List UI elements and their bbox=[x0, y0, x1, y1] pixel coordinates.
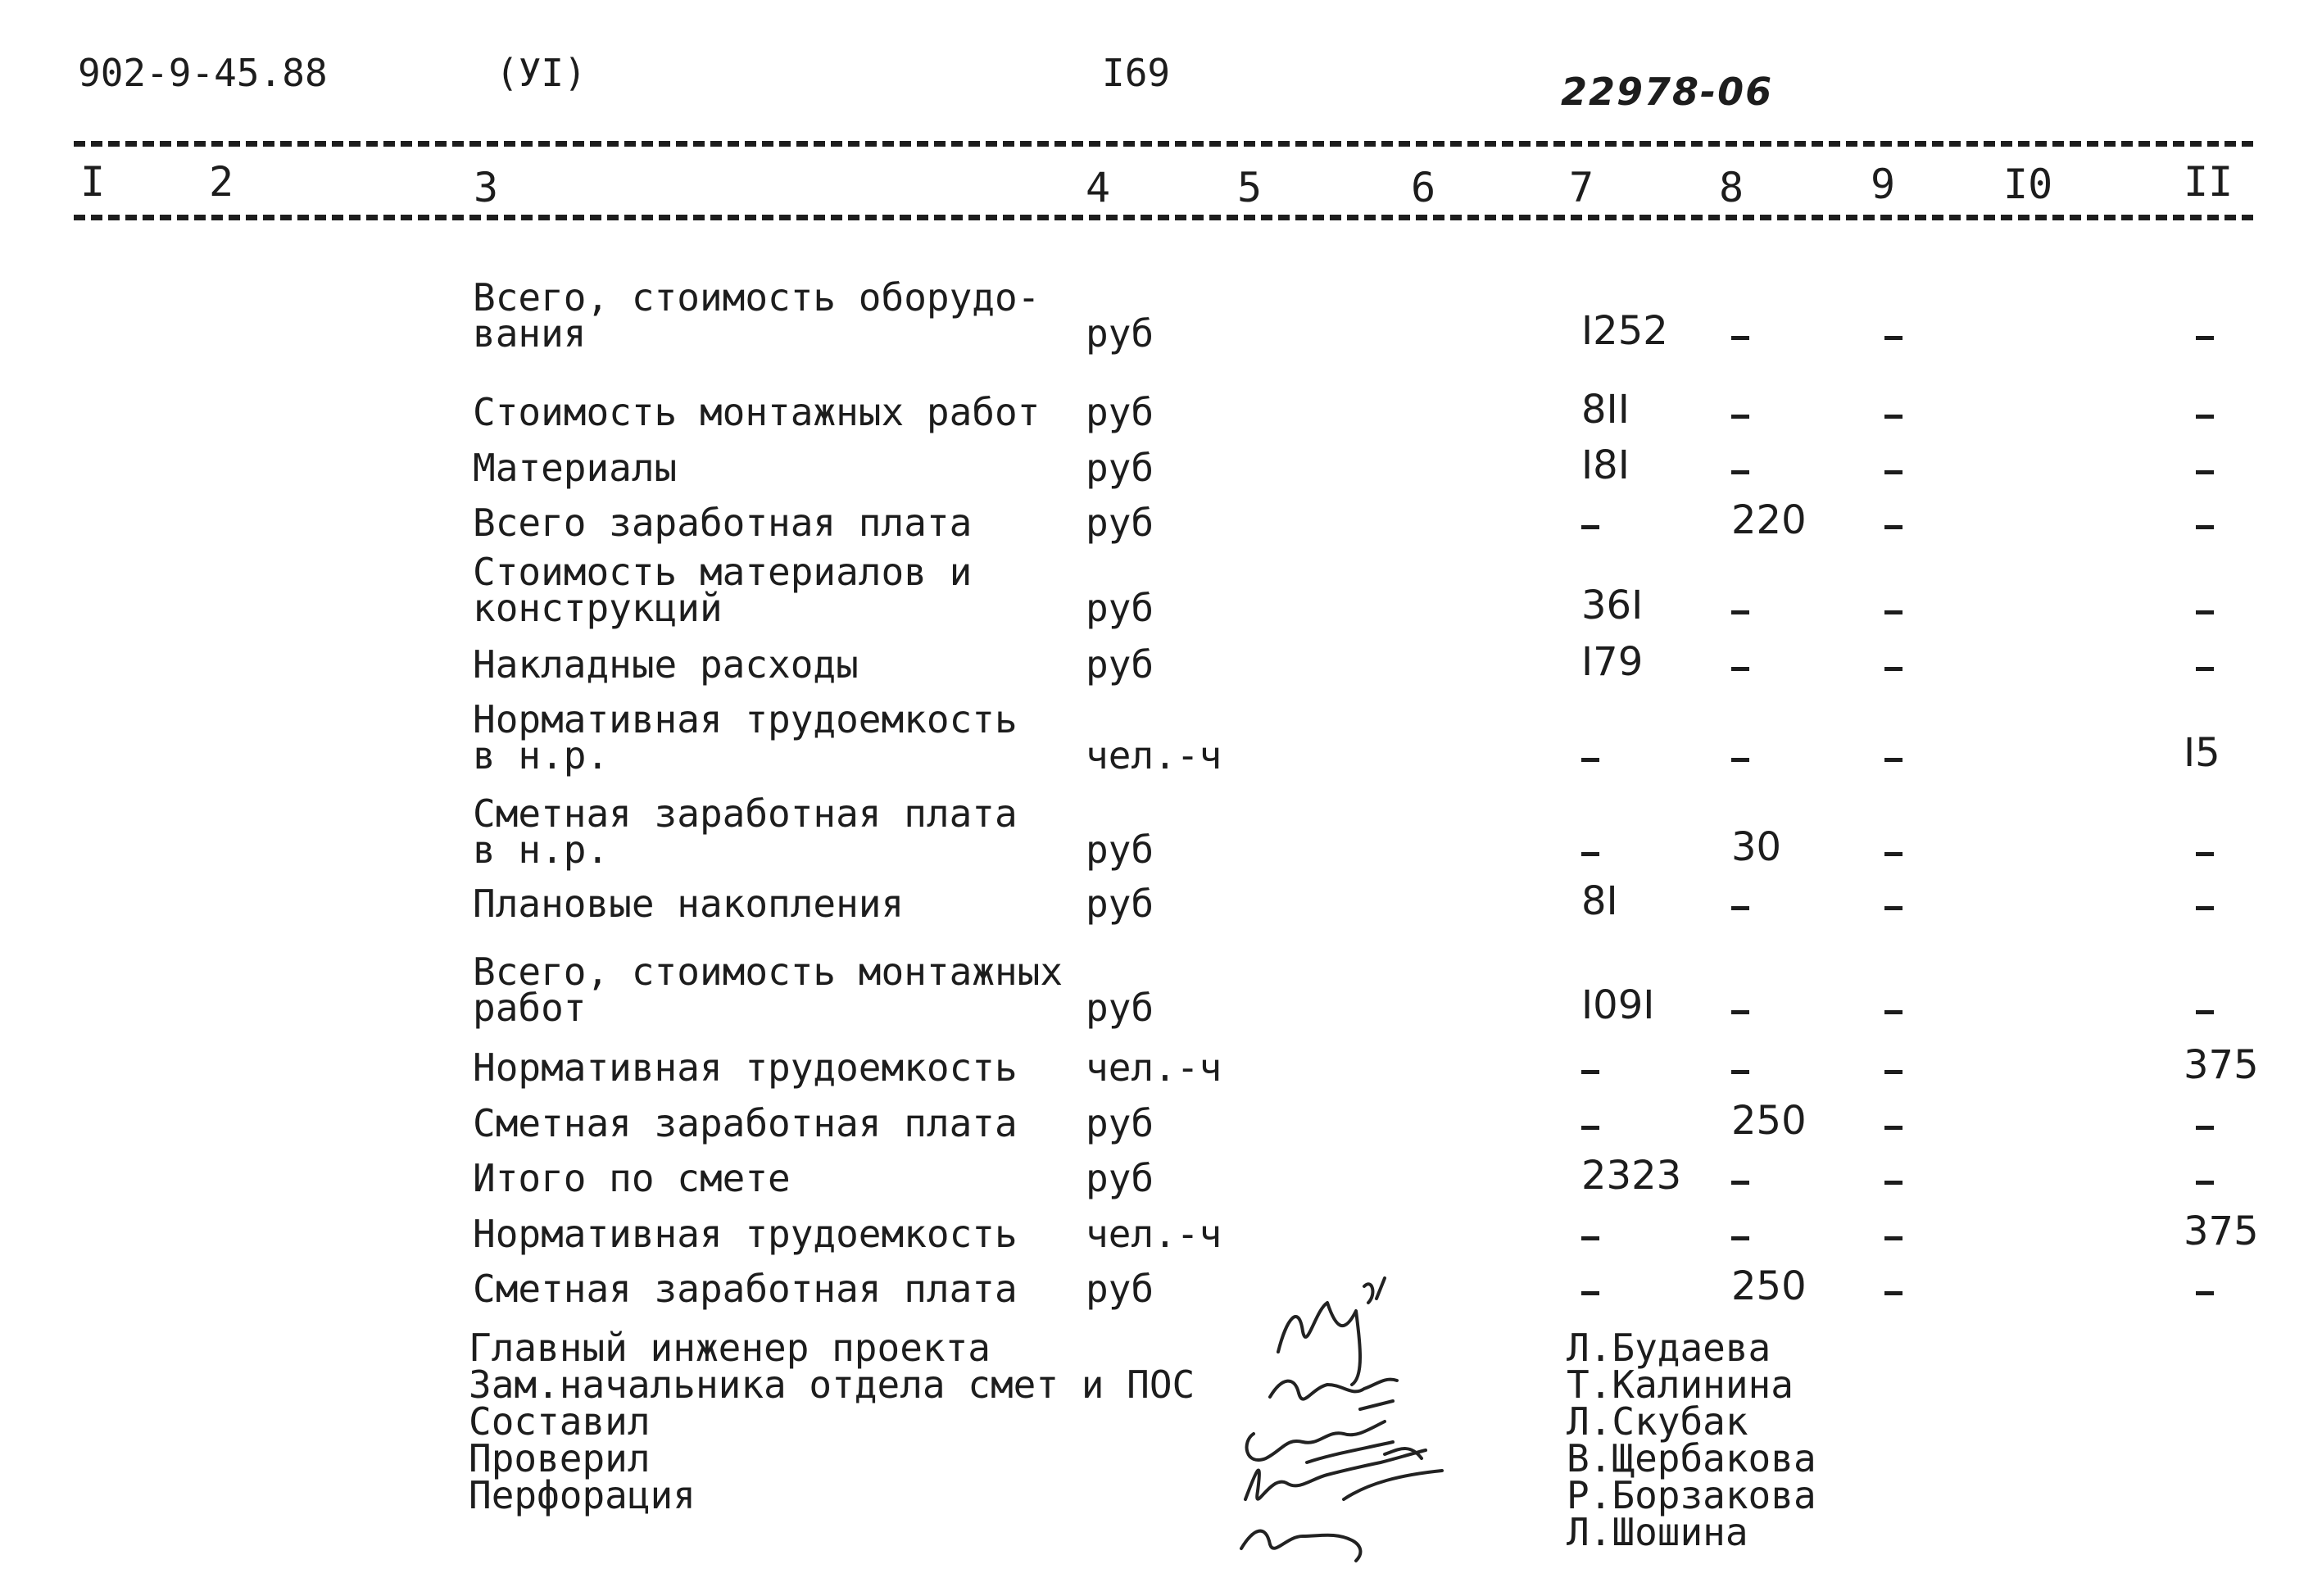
dash-mark bbox=[1731, 415, 1749, 419]
dash-mark bbox=[2196, 1126, 2214, 1130]
row-value-c7: 8I bbox=[1581, 878, 1618, 924]
dash-mark bbox=[2196, 852, 2214, 856]
signature-role-5: Перфорация bbox=[469, 1473, 696, 1517]
row-label: Стоимость материалов и bbox=[473, 550, 973, 594]
column-header-7: 7 bbox=[1569, 164, 1594, 211]
column-header-3: 3 bbox=[474, 164, 499, 211]
dash-mark bbox=[1884, 852, 1902, 856]
row-unit: чел.-ч bbox=[1086, 1045, 1222, 1090]
row-label: Нормативная трудоемкость bbox=[473, 1045, 1018, 1090]
row-label-continued: в н.р. bbox=[473, 733, 610, 778]
column-header-8: 8 bbox=[1719, 164, 1744, 211]
row-label: Стоимость монтажных работ bbox=[473, 390, 1041, 434]
row-unit: руб bbox=[1086, 642, 1154, 687]
dash-mark bbox=[1884, 1126, 1902, 1130]
row-value-c7: I79 bbox=[1581, 639, 1644, 685]
signatory-name-2: Т.Калинина bbox=[1567, 1362, 1794, 1407]
dash-mark bbox=[1581, 1236, 1599, 1240]
signatory-name-5: Р.Борзакова bbox=[1567, 1473, 1816, 1517]
row-value-c8: 250 bbox=[1731, 1098, 1807, 1144]
column-header-9: 9 bbox=[1871, 161, 1896, 208]
row-unit: руб bbox=[1086, 827, 1154, 872]
row-unit: руб bbox=[1086, 1156, 1154, 1200]
dash-mark bbox=[2196, 470, 2214, 474]
dash-mark bbox=[1581, 1291, 1599, 1295]
dash-mark bbox=[1581, 525, 1599, 529]
row-unit: руб bbox=[1086, 446, 1154, 490]
column-header-5: 5 bbox=[1237, 164, 1263, 211]
dash-mark bbox=[1581, 852, 1599, 856]
header-top-rule bbox=[74, 141, 2253, 147]
column-header-11: II bbox=[2184, 158, 2234, 206]
dash-mark bbox=[1884, 415, 1902, 419]
row-label: Материалы bbox=[473, 446, 678, 490]
dash-mark bbox=[1884, 1181, 1902, 1185]
row-label: Нормативная трудоемкость bbox=[473, 1212, 1018, 1256]
dash-mark bbox=[1884, 1070, 1902, 1074]
row-label-continued: конструкций bbox=[473, 586, 723, 630]
archive-code: 22978-06 bbox=[1561, 70, 1774, 114]
row-label: Сметная заработная плата bbox=[473, 791, 1018, 836]
column-header-6: 6 bbox=[1411, 164, 1436, 211]
row-label: Нормативная трудоемкость bbox=[473, 697, 1018, 741]
signatory-name-3: Л.Скубак bbox=[1567, 1399, 1748, 1444]
dash-mark bbox=[1884, 906, 1902, 910]
page-number: I69 bbox=[1102, 51, 1171, 95]
dash-mark bbox=[1581, 758, 1599, 762]
dash-mark bbox=[1731, 470, 1749, 474]
row-label-continued: вания bbox=[473, 311, 587, 356]
dash-mark bbox=[2196, 415, 2214, 419]
row-label: Сметная заработная плата bbox=[473, 1267, 1018, 1311]
dash-mark bbox=[1731, 1181, 1749, 1185]
dash-mark bbox=[1884, 336, 1902, 340]
dash-mark bbox=[1884, 525, 1902, 529]
column-header-1: I bbox=[80, 158, 106, 206]
dash-mark bbox=[1581, 1070, 1599, 1074]
row-value-c8: 30 bbox=[1731, 824, 1782, 870]
row-value-c7: 2323 bbox=[1581, 1153, 1682, 1199]
row-unit: руб bbox=[1086, 501, 1154, 545]
signatory-name-1: Л.Будаева bbox=[1567, 1326, 1771, 1370]
dash-mark bbox=[1731, 667, 1749, 671]
column-header-4: 4 bbox=[1086, 164, 1111, 211]
column-header-2: 2 bbox=[209, 158, 234, 206]
row-unit: руб bbox=[1086, 882, 1154, 926]
dash-mark bbox=[1884, 667, 1902, 671]
dash-mark bbox=[1884, 470, 1902, 474]
row-unit: руб bbox=[1086, 1101, 1154, 1145]
row-value-c11: 375 bbox=[2184, 1042, 2259, 1088]
row-label: Итого по смете bbox=[473, 1156, 791, 1200]
row-value-c11: I5 bbox=[2184, 730, 2220, 776]
row-unit: руб bbox=[1086, 311, 1154, 356]
row-label: Плановые накопления bbox=[473, 882, 905, 926]
dash-mark bbox=[1731, 1070, 1749, 1074]
signature-role-3: Составил bbox=[469, 1399, 651, 1444]
row-value-c7: 36I bbox=[1581, 583, 1644, 628]
row-label: Сметная заработная плата bbox=[473, 1101, 1018, 1145]
dash-mark bbox=[1731, 336, 1749, 340]
dash-mark bbox=[1731, 1010, 1749, 1014]
dash-mark bbox=[1731, 1236, 1749, 1240]
row-unit: руб bbox=[1086, 390, 1154, 434]
signature-role-1: Главный инженер проекта bbox=[469, 1326, 991, 1370]
dash-mark bbox=[2196, 525, 2214, 529]
handwritten-signatures bbox=[1221, 1254, 1516, 1565]
dash-mark bbox=[1884, 758, 1902, 762]
row-value-c7: I09I bbox=[1581, 982, 1655, 1028]
row-label: Накладные расходы bbox=[473, 642, 859, 687]
dash-mark bbox=[2196, 667, 2214, 671]
dash-mark bbox=[1731, 906, 1749, 910]
row-label: Всего, стоимость монтажных bbox=[473, 950, 1063, 994]
row-label-continued: работ bbox=[473, 986, 587, 1030]
row-unit: чел.-ч bbox=[1086, 733, 1222, 778]
dash-mark bbox=[1884, 1236, 1902, 1240]
dash-mark bbox=[1731, 610, 1749, 614]
dash-mark bbox=[2196, 1010, 2214, 1014]
dash-mark bbox=[1884, 1010, 1902, 1014]
row-value-c7: I8I bbox=[1581, 442, 1630, 488]
row-value-c8: 220 bbox=[1731, 497, 1807, 543]
signature-role-4: Проверил bbox=[469, 1436, 651, 1480]
row-unit: чел.-ч bbox=[1086, 1212, 1222, 1256]
row-value-c11: 375 bbox=[2184, 1208, 2259, 1254]
dash-mark bbox=[1731, 758, 1749, 762]
signatory-name-6: Л.Шошина bbox=[1567, 1510, 1748, 1554]
row-label-continued: в н.р. bbox=[473, 827, 610, 872]
row-unit: руб bbox=[1086, 586, 1154, 630]
row-unit: руб bbox=[1086, 1267, 1154, 1311]
signature-role-2: Зам.начальника отдела смет и ПОС bbox=[469, 1362, 1195, 1407]
header-bottom-rule bbox=[74, 215, 2253, 220]
dash-mark bbox=[2196, 906, 2214, 910]
dash-mark bbox=[2196, 336, 2214, 340]
document-number: 902-9-45.88 bbox=[78, 51, 328, 95]
row-unit: руб bbox=[1086, 986, 1154, 1030]
volume-number: (УI) bbox=[496, 51, 587, 95]
dash-mark bbox=[2196, 1291, 2214, 1295]
row-value-c7: I252 bbox=[1581, 308, 1668, 354]
column-header-10: I0 bbox=[2003, 161, 2053, 208]
row-label: Всего, стоимость оборудо- bbox=[473, 275, 1041, 320]
dash-mark bbox=[1884, 1291, 1902, 1295]
dash-mark bbox=[2196, 610, 2214, 614]
dash-mark bbox=[1884, 610, 1902, 614]
dash-mark bbox=[2196, 1181, 2214, 1185]
row-value-c7: 8II bbox=[1581, 387, 1630, 433]
dash-mark bbox=[1581, 1126, 1599, 1130]
row-label: Всего заработная плата bbox=[473, 501, 973, 545]
signatory-name-4: В.Щербакова bbox=[1567, 1436, 1816, 1480]
row-value-c8: 250 bbox=[1731, 1263, 1807, 1309]
